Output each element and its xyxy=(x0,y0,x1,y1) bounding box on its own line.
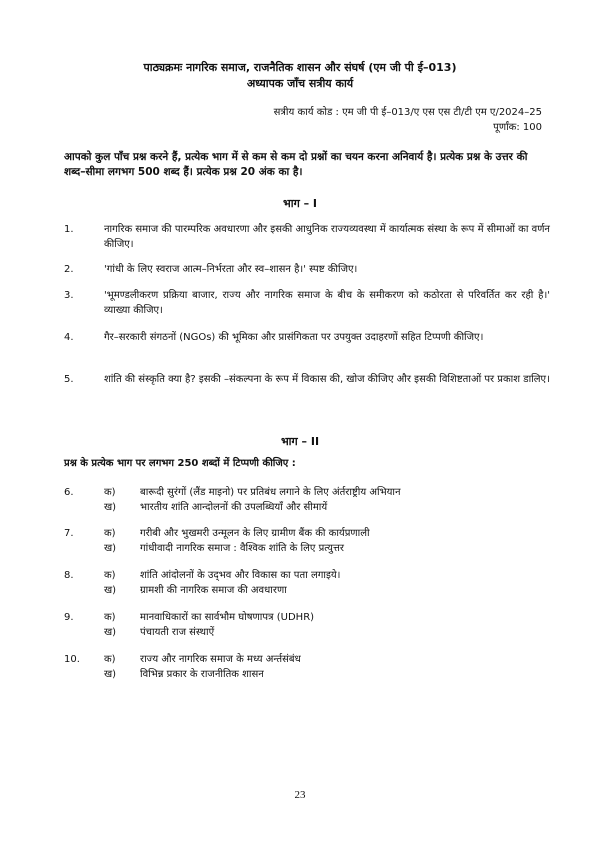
question-text: 'गांधी के लिए स्वराज आत्म–निर्भरता और स्व–शासन है।' स्पष्ट कीजिए। xyxy=(104,264,358,275)
sub-question-text: ग्रामशी की नागरिक समाज की अवधारणा xyxy=(140,585,287,596)
sub-question-text: राज्य और नागरिक समाज के मध्य अर्न्तसंबंध xyxy=(140,654,301,665)
sub-question-text: गरीबी और भुखमरी उन्मूलन के लिए ग्रामीण बैंक की कार्यप्रणाली xyxy=(140,528,370,539)
question-text: 'भूमण्डलीकरण प्रक्रिया बाजार, राज्य और नागरिक समाज के बीच के समीकरण को कठोरता से परिवर्तित कर रही है।' व्याख्या कीजिए। xyxy=(104,290,550,316)
sub-label: ख) xyxy=(104,502,117,513)
question-text: शांति की संस्कृति क्या है? इसकी –संकल्पना के रूप में विकास की, खोज कीजिए और इसकी विशिष्टताओं पर प्रकाश डालिए। xyxy=(104,374,550,385)
sub-question-text: विभिन्न प्रकार के राजनीतिक शासन xyxy=(140,669,264,680)
assignment-title: अध्यापक जाँच सत्रीय कार्य xyxy=(246,77,354,90)
sub-label: क) xyxy=(104,570,116,581)
question-number: 6. xyxy=(64,487,74,498)
sub-label: क) xyxy=(104,487,116,498)
sub-question-text: पंचायती राज संस्थाऐं xyxy=(140,627,215,638)
question-8 xyxy=(64,568,550,598)
question-number: 1. xyxy=(64,224,74,235)
sub-question-text: भारतीय शांति आन्दोलनों की उपलब्धियाँ और सीमायें xyxy=(140,502,328,513)
question-6 xyxy=(64,485,550,515)
sub-label: क) xyxy=(104,654,116,665)
sub-question-text: मानवाधिकारों का सार्वभौम घोषणापत्र (UDHR) xyxy=(140,612,315,623)
question-9 xyxy=(64,610,550,640)
sub-label: ख) xyxy=(104,585,117,596)
general-instructions: आपको कुल पाँच प्रश्न करने हैं, प्रत्येक भाग में से कम से कम दो प्रश्नों का चयन करना अनिवार्य है। प्रत्येक प्रश्न के उत्तर की शब्द–सीमा लगभग 500 शब्द हैं। प्रत्येक प्रश्न 20 अंक का है। xyxy=(64,151,528,178)
question-number: 7. xyxy=(64,528,74,539)
assignment-code: सत्रीय कार्य कोड : एम जी पी ई–013/ए एस एस टी/टी एम ए/2024–25 xyxy=(273,107,542,118)
part1-heading: भाग – I xyxy=(282,197,318,210)
question-number: 3. xyxy=(64,290,74,301)
sub-label: क) xyxy=(104,528,116,539)
question-10 xyxy=(64,652,550,682)
max-marks: पूर्णांक: 100 xyxy=(493,122,542,133)
sub-question-text: बारूदी सुरंगों (लैंड माइनो) पर प्रतिबंध लगाने के लिए अंर्तराष्ट्रीय अभियान xyxy=(140,487,401,498)
sub-question-text: गांधीवादी नागरिक समाज : वैश्विक शांति के लिए प्रत्युत्तर xyxy=(140,543,344,554)
question-text: नागरिक समाज की पारम्परिक अवधारणा और इसकी आधुनिक राज्यव्यवस्था में कार्यात्मक संस्था के रूप में सीमाओं का वर्णन कीजिए। xyxy=(104,224,550,250)
question-number: 4. xyxy=(64,332,74,343)
sub-question-text: शांति आंदोलनों के उद्‌भव और विकास का पता लगाइये। xyxy=(140,570,341,581)
question-number: 5. xyxy=(64,374,74,385)
question-text: गैर–सरकारी संगठनों (NGOs) की भूमिका और प्रासंगिकता पर उपयुक्त उदाहरणों सहित टिप्पणी कीजिए। xyxy=(104,332,484,343)
part2-heading: भाग – II xyxy=(280,435,320,448)
question-number: 9. xyxy=(64,612,74,623)
question-number: 8. xyxy=(64,570,74,581)
question-number: 10. xyxy=(64,654,80,665)
sub-label: क) xyxy=(104,612,116,623)
question-number: 2. xyxy=(64,264,74,275)
part2-instruction: प्रश्न के प्रत्येक भाग पर लगभग 250 शब्दों में टिप्पणी कीजिए : xyxy=(64,458,296,469)
sub-label: ख) xyxy=(104,543,117,554)
sub-label: ख) xyxy=(104,669,117,680)
course-title: पाठ्यक्रमः नागरिक समाज, राजनैतिक शासन और संघर्ष (एम जी पी ई–013) xyxy=(143,61,457,74)
question-7 xyxy=(64,526,550,556)
sub-label: ख) xyxy=(104,627,117,638)
page-number: 23 xyxy=(294,789,306,801)
